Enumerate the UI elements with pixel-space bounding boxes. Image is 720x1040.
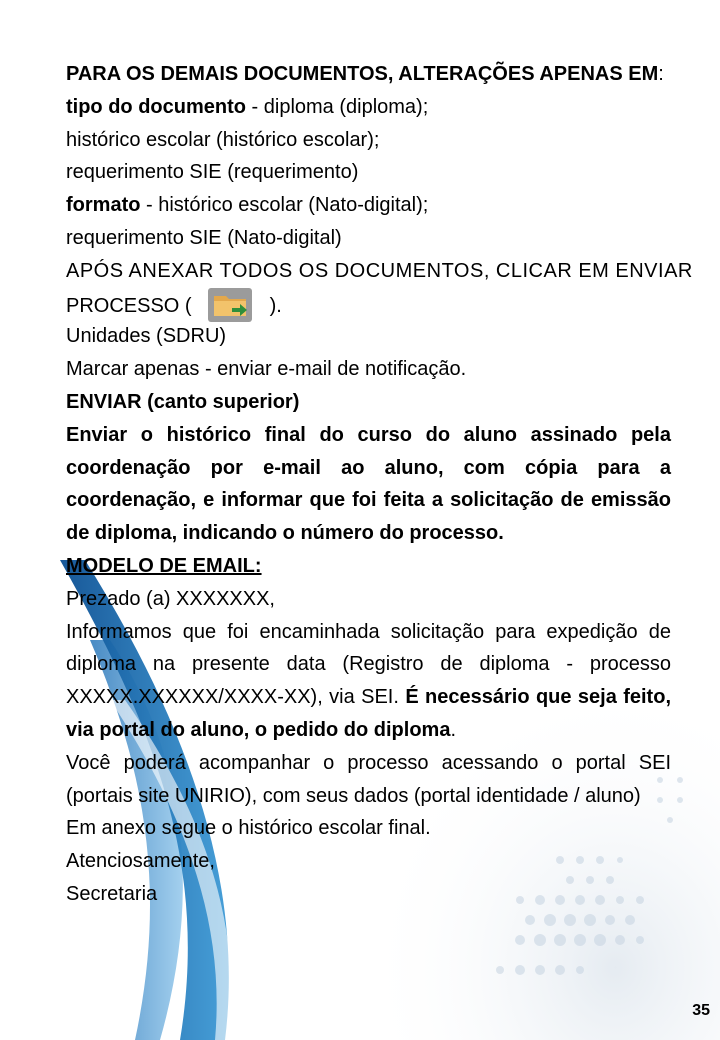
text-line: Unidades (SDRU) [66, 325, 227, 348]
text-line: requerimento SIE (Nato-digital) [66, 226, 342, 249]
section-heading: PARA OS DEMAIS DOCUMENTOS, ALTERAÇÕES APENAS EM: [66, 63, 664, 85]
instruction-paragraph: Enviar o histórico final do curso do aluno assinado pela coordenação por e-mail ao aluno, com cópia para a coordenação, e informar que foi feita a solicitação de emissão de diploma, indicando o número do processo. [66, 423, 671, 545]
email-greeting: Prezado (a) XXXXXXX, [66, 587, 275, 610]
email-paragraph: Informamos que foi encaminhada solicitação para expedição de diploma na presente data (Registro de diploma - processo XXXXX.XXXXXX/XXXX-XX), via SEI. É necessário que seja feito, via portal do aluno, o pedido do diploma. [66, 620, 671, 741]
text-line: ENVIAR (canto superior) [66, 390, 300, 413]
text-line: requerimento SIE (requerimento) [66, 161, 359, 184]
instruction-line: APÓS ANEXAR TODOS OS DOCUMENTOS, CLICAR EM ENVIAR [66, 259, 693, 282]
text-line: histórico escolar (histórico escolar); [66, 128, 380, 151]
format-line: formato - histórico escolar (Nato-digital); [66, 194, 429, 217]
email-paragraph: Você poderá acompanhar o processo acessando o portal SEI (portais site UNIRIO), com seus dados (portal identidade / aluno) [66, 751, 671, 807]
email-signature: Secretaria [66, 882, 158, 905]
document-type-line: tipo do documento - diploma (diploma); [66, 95, 429, 118]
instruction-line: PROCESSO ( ). [66, 288, 671, 321]
folder-send-icon [208, 288, 252, 322]
document-body [66, 58, 693, 911]
text-line: Em anexo segue o histórico escolar final. [66, 817, 431, 840]
text-line: Marcar apenas - enviar e-mail de notificação. [66, 358, 467, 381]
page-number: 35 [692, 1002, 710, 1019]
email-closing: Atenciosamente, [66, 850, 215, 873]
email-template-heading: MODELO DE EMAIL: [66, 554, 262, 577]
